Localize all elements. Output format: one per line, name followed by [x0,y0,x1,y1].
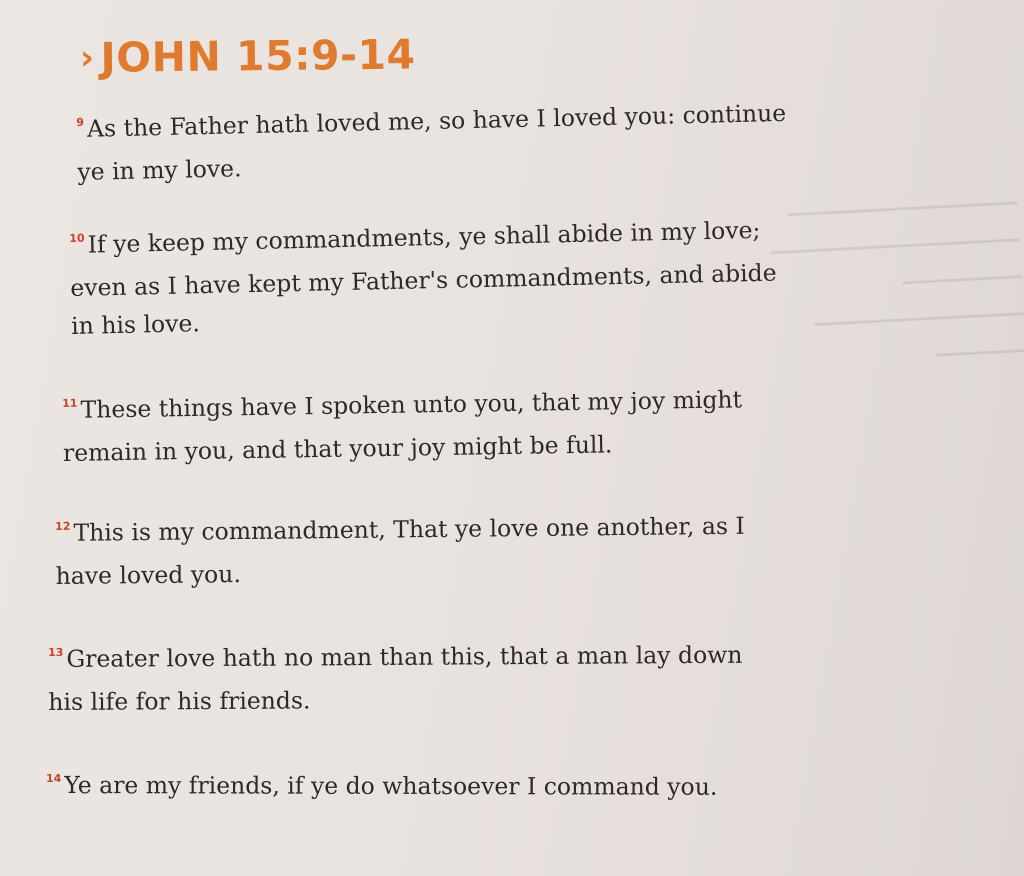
verse-line: in his love. [70,309,201,340]
verse-10 [69,211,778,345]
verse-number: 13 [48,645,64,659]
verse-number: 12 [55,519,71,533]
verse-9 [76,94,787,191]
verse-13 [48,636,743,721]
chevron-right-icon: › [79,37,95,78]
passage-reference: JOHN 15:9-14 [100,30,416,82]
bleed-through-texture [753,183,1024,456]
verse-line: have loved you. [55,560,241,590]
verse-line: remain in you, and that your joy might be full. [62,430,613,467]
verse-12 [55,507,745,595]
verse-number: 9 [76,115,85,129]
verse-number: 14 [45,772,62,786]
verse-line: As the Father hath loved me, so have I loved you: continue [86,98,787,143]
verse-line: even as I have kept my Father's commandments, and abide [70,258,777,302]
passage-heading [80,30,416,82]
verse-14 [46,766,717,811]
verse-number: 10 [69,231,85,245]
verse-line: Ye are my friends, if ye do whatsoever I command you. [64,771,718,801]
verse-line: These things have I spoken unto you, that my joy might [80,385,743,424]
verse-number: 11 [62,396,78,410]
verse-line: This is my commandment, That ye love one another, as I [73,511,745,547]
verse-line: his life for his friends. [48,686,311,716]
verse-line: Greater love hath no man than this, that a man lay down [66,640,743,673]
verse-line: If ye keep my commandments, ye shall abide in my love; [87,215,761,259]
verse-line: ye in my love. [77,154,242,186]
verse-11 [62,380,743,472]
